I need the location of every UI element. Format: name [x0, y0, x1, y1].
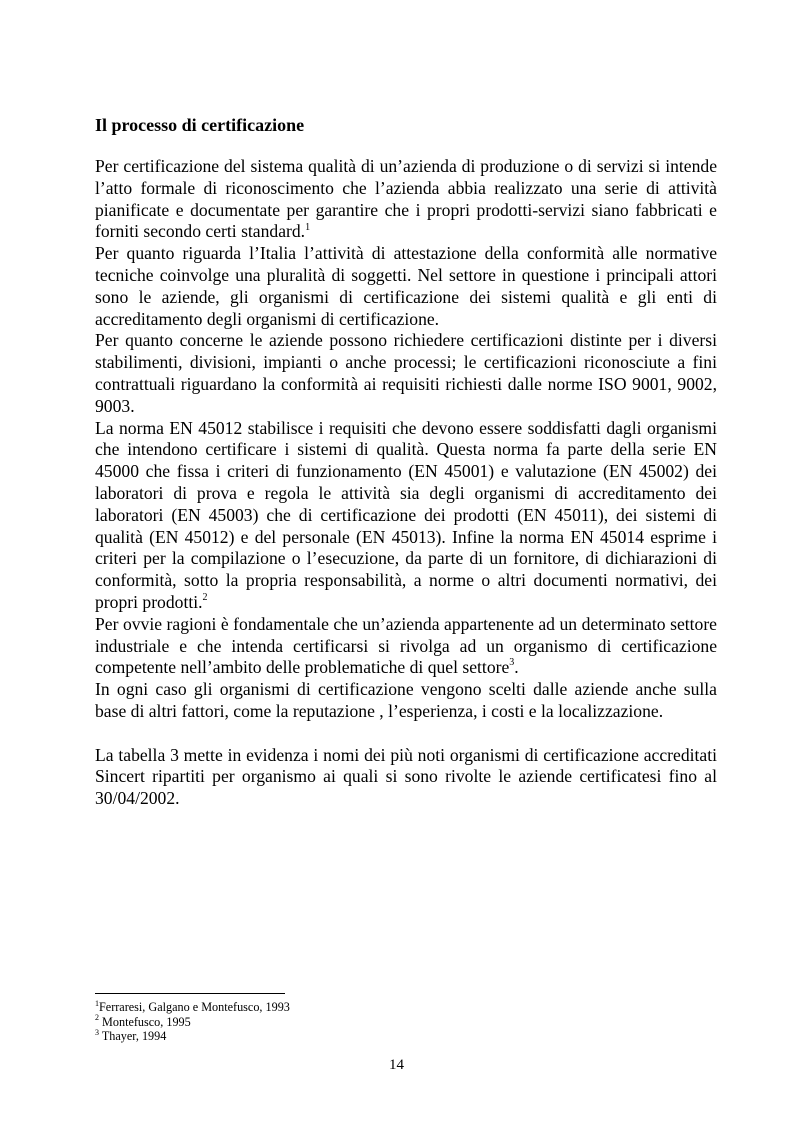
footnote-1: $^1$Ferraresi, Galgano e Montefusco, 1993 [95, 998, 290, 1014]
footnote-2: $^2$ Montefusco, 1995 [95, 1013, 191, 1029]
paragraph-2: Per quanto riguarda l’Italia l’attività di attestazione della conformità alle normative tecniche coinvolge una pluralità di soggetti. Nel settore in questione i principali attori sono le aziende, gli organismi di certificazione dei sistemi qualità e gli enti di accreditamento degli organismi di certificazione. [95, 243, 717, 329]
section-heading: Il processo di certificazione [95, 115, 305, 135]
paragraph-3: Per quanto concerne le aziende possono richiedere certificazioni distinte per i diversi stabilimenti, divisioni, impianti o anche processi; le certificazioni riconosciute a fini contrattuali riguardano la conformità ai requisiti richiesti dalle norme ISO 9001, 9002, 9003. [95, 330, 717, 416]
paragraph-6: In ogni caso gli organismi di certificazione vengono scelti dalle aziende anche sulla base di altri fattori, come la reputazione , l’esperienza, i costi e la localizzazione. [95, 679, 717, 721]
paragraph-1: Per certificazione del sistema qualità di un’azienda di produzione o di servizi si intende l’atto formale di riconoscimento che l’azienda abbia realizzato una serie di attività pianificate e documentate per garantire che i propri prodotti-servizi siano fabbricati e forniti secondo certi standard.$^1$ [95, 156, 717, 242]
page-number: 14 [389, 1057, 404, 1073]
paragraph-gap [95, 723, 717, 745]
closing-paragraph: La tabella 3 mette in evidenza i nomi dei più noti organismi di certificazione accreditati Sincert ripartiti per organismo ai quali si sono rivolte le aziende certificatesi fino al 30/04/2002. [95, 744, 717, 809]
footnote-ref-2: 2 [202, 592, 208, 604]
paragraph-5: Per ovvie ragioni è fondamentale che un’azienda appartenente ad un determinato settore industriale e che intenda certificarsi si rivolga ad un organismo di certificazione competente nell’ambito delle problematiche di quel settore$^3$. [95, 613, 717, 678]
body-text [95, 156, 717, 810]
footnote-separator [95, 993, 285, 994]
footnote-ref-3: 3 [509, 657, 515, 669]
footnotes [95, 1000, 290, 1044]
paragraph-4: La norma EN 45012 stabilisce i requisiti che devono essere soddisfatti dagli organismi che intendono certificare i sistemi di qualità. Questa norma fa parte della serie EN 45000 che fissa i criteri di funzionamento (EN 45001) e valutazione (EN 45002) dei laboratori di prova e regola le attività sia degli organismi di accreditamento dei laboratori (EN 45003) che di certificazione dei prodotti (EN 45011), dei sistemi di qualità (EN 45012) e del personale (EN 45013). Infine la norma EN 45014 esprime i criteri per la compilazione o l’esecuzione, da parte di un fornitore, di dichiarazioni di conformità, sotto la propria responsabilità, a norme o altri documenti normativi, dei propri prodotti.$^2$ [95, 417, 717, 612]
footnote-ref-1: 1 [305, 221, 311, 233]
footnote-3: $^3$ Thayer, 1994 [95, 1027, 167, 1043]
